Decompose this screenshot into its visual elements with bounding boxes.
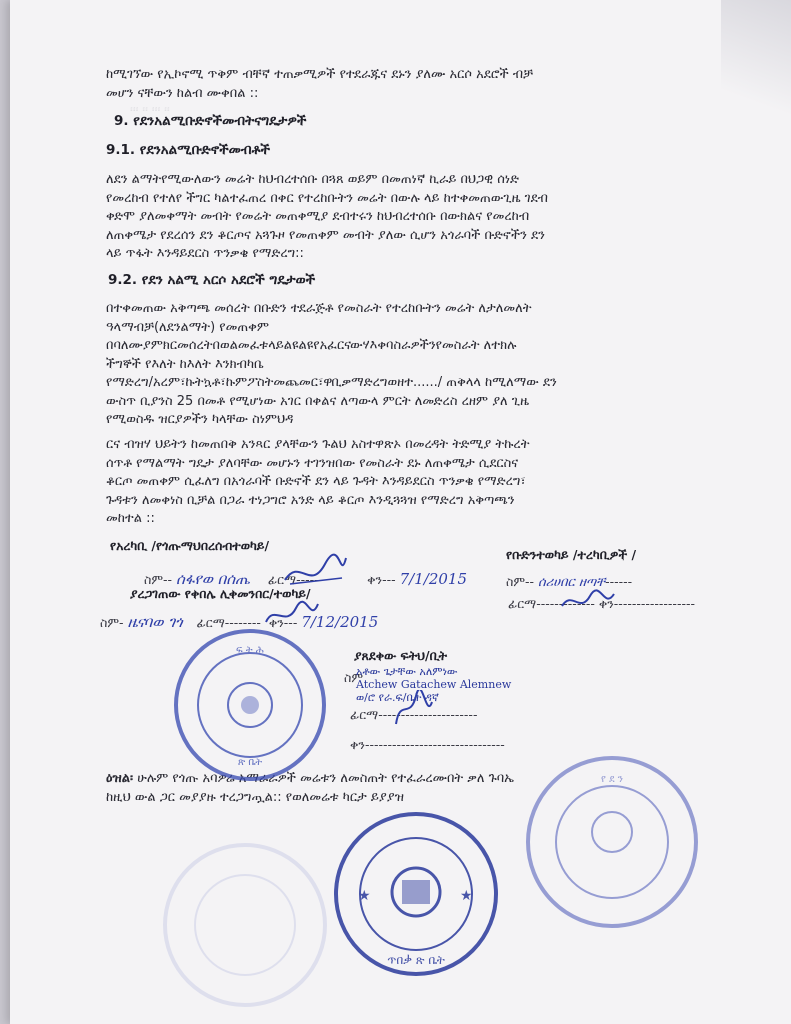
paragraph-line: የማድረግ/አረም፣ኩትኳቶ፣ኩምፖስትመጨመር፣ዋቢቃማድረግወዘተ....../ ጠቅላላ ከሚለማው ደን — [106, 375, 557, 390]
signatory-left-title: የአረካቢ /የጎጡማህበረሰብተወካይ/ — [110, 538, 270, 553]
signature-label: ፊርማ — [196, 615, 225, 630]
note-line: ከዚህ ውል ጋር መያያዙ ተረጋግጧል:: የወለመሬቱ ካርታ ይያያዝ — [106, 789, 404, 805]
date-label: ቀን — [350, 737, 365, 752]
paragraph-line: መከተል :: — [106, 511, 155, 526]
handwritten-name: ዜናባወ ገጎ — [127, 613, 183, 631]
forest-office-seal-stamp — [522, 752, 702, 932]
note-line: ሁሉም የጎጡ አባዎሬ አማራራዎች መሬቱን ለመስጠት የተፈራረሙበት ቃለ ጉባኤ — [137, 771, 514, 786]
kebele-seal-stamp — [170, 625, 330, 785]
paragraph-line: በተቀመጠው አቅጣጫ መሰረት በቡድን ተደራጅቶ የመስራት የተረከቡትን መሬት ለታለመለት — [106, 301, 532, 316]
paragraph-line: ውስጥ ቢያንስ 25 በመቶ የሚሆነው አገር በቀልና ለጣውላ ምርት ለመድረስ ረዘም ያለ ጊዜ — [106, 393, 529, 409]
signatory-right-title: የቡድንተወካይ /ተረካቢዎች / — [506, 547, 637, 562]
signature-right-name-row: ስም-- ሰሪሀበር ዘጣቸ------ — [506, 574, 633, 590]
name-label: ስም — [144, 572, 164, 587]
paragraph-line: ሰጥቶ የማልማት ግዴታ ያለባቸው መሆኑን ተገንዝበው የመስራት ደኑ ለጠቀሜታ ሲደርስና — [106, 455, 519, 471]
section-9-2-heading: 9.2. የደን አልሚ አርሶ አደሮች ግዴታወች — [108, 272, 316, 288]
date-label: ቀን — [367, 572, 383, 587]
svg-text:★: ★ — [358, 888, 371, 904]
date-label: ቀን — [268, 615, 284, 630]
paragraph-line: ችግኞች የእለት ከእለት እንክብካቤ — [106, 356, 264, 372]
court-date-row: ቀን------------------------------- — [350, 737, 505, 752]
svg-text:የ ደ ን: የ ደ ን — [601, 774, 623, 785]
note-label: ዕዝል፡ — [106, 771, 134, 786]
signature-row-1: ስም-- ሰፋየወ በሰጤ ፊርማ------ ቀን--- 7/1/2015 — [144, 570, 468, 588]
seal-bottom-text: ጥበቃ ጽ ቤት — [387, 953, 445, 967]
name-label: ስም — [344, 670, 364, 685]
svg-text:ፍ ት ሕ: ፍ ት ሕ — [236, 645, 264, 656]
name-label: ስም — [506, 574, 526, 589]
intro-paragraph — [106, 66, 533, 103]
section-9-1-heading: 9.1. የደንአልሚቡድኖችመብቶች — [106, 142, 271, 158]
faded-seal-stamp — [160, 840, 330, 1010]
svg-text:ጽ ቤት: ጽ ቤት — [237, 757, 263, 768]
handwritten-name: ሰፋየወ በሰጤ — [176, 570, 250, 588]
witness-title: ያረጋገጠው የቀበሌ ሊቀመንበር/ተወካይ/ — [130, 586, 311, 601]
signature-row-2: ስም- ዜናባወ ገጎ ፊርማ-------- ቀን--- 7/12/2015 — [100, 613, 379, 631]
court-name-stamp: አቶው ጌታቸው አለምነው Atchew Gatachew Alemnew ወ/ሮ የራ.ፍ/ቤት ዳኛ — [356, 665, 512, 704]
name-label: ስም — [100, 615, 120, 630]
svg-text:★: ★ — [460, 888, 473, 904]
closing-paragraph — [106, 436, 529, 529]
signature-scribble — [390, 690, 436, 730]
paragraph-line: ለደን ልማትየሚውለውን መሬት ከህብረተሰቡ በጓጸ ወይም በመጠነኛ ኪራይ በህጋዊ ሰነድ — [106, 172, 520, 187]
signature-right-sign-row: ፊርማ------------- ቀን------------------ — [508, 596, 695, 611]
paragraph-line: ቀድሞ ያለመቀማት መብት የመሬት መጠቀሚያ ደብተሩን ከህብረተሰቡ በውክልና የመረከብ — [106, 209, 530, 224]
bleed-through-text: ፡፡፡ ፡፡ ፡፡፡ ፡፡ — [130, 102, 170, 116]
paragraph-line: ቆርጦ መጠቀም ሲፈለግ በአጎራባች ቡድኖች ደን ላይ ጉዳት እንዳይደርስ ጥንቃቄ የማድረግ፣ — [106, 474, 526, 489]
section-9-1-paragraph — [106, 171, 548, 264]
paragraph-line: ላይ ጥፋት እንዳይደርስ ጥንቃቄ የማድረግ:: — [106, 246, 304, 261]
paragraph-line: የመረከብ የተለየ ችግር ካልተፈጠረ በቀር የተረከቡትን መሬት በውሉ ላይ ከተቀመጠውጊዜ ገደብ — [106, 190, 548, 206]
handwritten-date: 7/12/2015 — [301, 613, 379, 631]
handwritten-name: ሰሪሀበር ዘጣቸ — [538, 575, 606, 590]
paragraph-line: የሚወስዱ ዝርያዎችን ካላቸው ስነምህዳ — [106, 412, 294, 427]
signature-label: ፊርማ — [508, 596, 537, 611]
office-seal-stamp — [330, 808, 502, 980]
paragraph-line: በባለሙያምክርመሰረትበወልመፈቱላይልዩልዩየአፈርናውሃእቀባስራዎችንየመስራት ለተክሉ — [106, 338, 517, 353]
paragraph-line: ለጠቀሜታ የደረሰን ደን ቆርጦና አጓጉዞ የመጠቀም መብት ያለው ሲሆን አጎራባች ቡድኖችን ደን — [106, 227, 545, 243]
signature-scribble — [558, 586, 618, 616]
paragraph-line: ጉዳቱን ለመቀነስ ቢቻል በጋራ ተነጋግሮ አንድ ላይ ቆርጦ እንዲጓጓዝ የማድረግ አቅጣጫን — [106, 492, 515, 508]
document-page — [10, 0, 791, 1024]
handwritten-date: 7/1/2015 — [399, 570, 468, 588]
section-9-heading: 9. የደንአልሚቡድኖችመብትናግዴታዎች — [114, 113, 307, 129]
paragraph-line: ዓላማብቻ(ለደንልማት) የመጠቀም — [106, 319, 270, 335]
intro-line: መሆን ናቸውን ከልብ ሙቀበል :: — [106, 85, 259, 101]
section-9-2-paragraph — [106, 300, 557, 430]
intro-line: ከሚገኘው የኢኮኖሚ ጥቅም ብቸኛ ተጠቃሚዎች የተደራጁና ደኑን ያለሙ አርሶ አደሮች ብቻ — [106, 67, 533, 82]
court-signature-row: ፊርማ---------------------- — [350, 707, 478, 722]
paragraph-line: ርና ብዝሃ ህይትን ከመጠበቅ አንጻር ያላቸውን ጉልህ አስተዋጽኦ በመረዳት ትድሚያ ትኩረት — [106, 437, 530, 452]
date-label: ቀን — [598, 596, 614, 611]
court-title: ያጸደቀው ፍትህ/ቢት — [354, 648, 448, 663]
signature-label: ፊርማ — [267, 572, 297, 587]
signature-label: ፊርማ — [350, 707, 379, 722]
